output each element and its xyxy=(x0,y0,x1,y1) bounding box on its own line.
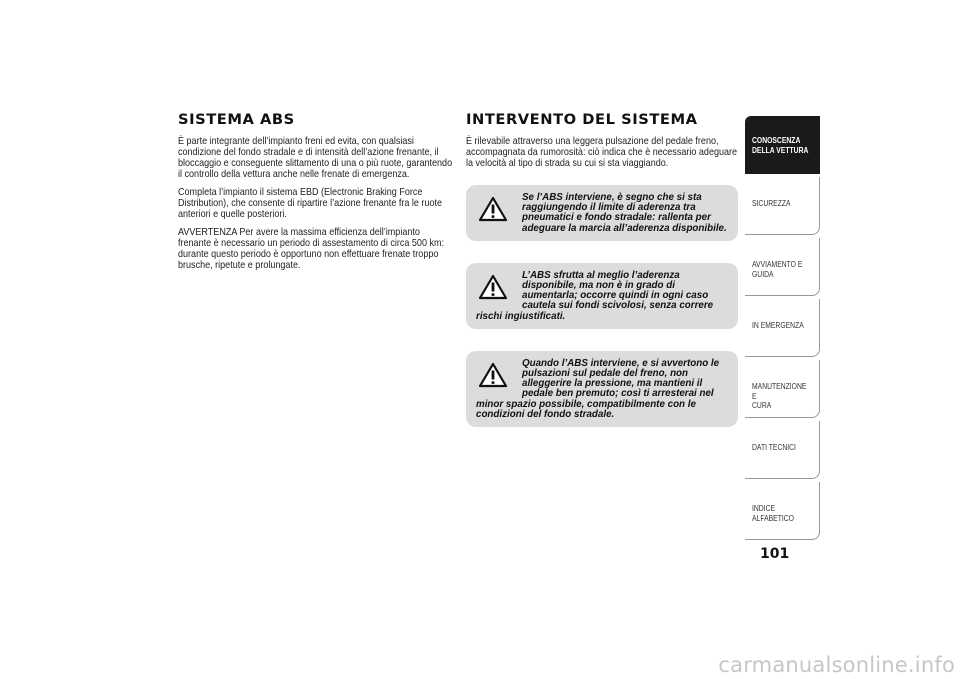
tab-label: CONOSCENZA DELLA VETTURA xyxy=(752,135,809,155)
tab-dati-tecnici[interactable] xyxy=(745,421,820,479)
warning-box-2 xyxy=(466,263,738,329)
warning-triangle-icon xyxy=(478,274,508,300)
warning-text-2: L’ABS sfrutta al meglio l’aderenza disponibile, ma non è in grado di aumentarla; occorre quindi in ogni caso cautela sui fondi scivolosi, senza correre rischi ingiustificati. xyxy=(476,269,714,322)
tab-label: INDICE ALFABETICO xyxy=(752,503,794,523)
tab-sicurezza[interactable] xyxy=(745,177,820,235)
watermark: carmanualsonline.info xyxy=(718,653,955,677)
tab-manutenzione-e-cura[interactable] xyxy=(745,360,820,418)
tab-avviamento-e-guida[interactable] xyxy=(745,238,820,296)
tab-label: IN EMERGENZA xyxy=(752,320,804,330)
tab-in-emergenza[interactable] xyxy=(745,299,820,357)
warning-box-1 xyxy=(466,185,738,241)
chapter-tab-bar xyxy=(745,116,820,543)
paragraph-ebd: Completa l’impianto il sistema EBD (Electronic Braking Force Distribution), che consente di ripartire l’azione frenante fra le ruote anteriori e quelle posteriori. xyxy=(178,186,443,220)
right-column xyxy=(466,112,738,449)
page-number: 101 xyxy=(760,546,790,562)
tab-label: MANUTENZIONE E CURA xyxy=(752,381,807,410)
tab-indice-alfabetico[interactable] xyxy=(745,482,820,540)
left-column xyxy=(178,112,453,278)
section-title-abs: SISTEMA ABS xyxy=(178,112,295,128)
tab-label: SICUREZZA xyxy=(752,198,791,208)
section-title-intervento: INTERVENTO DEL SISTEMA xyxy=(466,112,698,128)
tab-conoscenza-della-vettura[interactable] xyxy=(745,116,820,174)
warning-text-1: Se l’ABS interviene, è segno che si sta raggiungendo il limite di aderenza tra pneumatici e fondo stradale: rallenta per adeguare la marcia all’aderenza disponibile. xyxy=(522,192,727,234)
paragraph-intro: È parte integrante dell’impianto freni ed evita, con qualsiasi condizione del fondo stradale e di intensità dell’azione frenante, il bloccaggio e conseguente slittamento di una o più ruote, garantendo il controllo della vettura anche nelle frenate di emergenza. xyxy=(178,135,453,180)
paragraph-avvertenza: AVVERTENZA Per avere la massima efficienza dell’impianto frenante è necessario un periodo di assestamento di circa 500 km: durante questo periodo è opportuno non effettuare frenate troppo brusche, ripetute e prolungate. xyxy=(178,226,445,271)
warning-triangle-icon xyxy=(478,362,508,388)
paragraph-intervento: È rilevabile attraverso una leggera pulsazione del pedale freno, accompagnata da rumorosità: ciò indica che è necessario adeguare la velocità al tipo di strada su cui si sta viaggiando. xyxy=(466,135,738,169)
tab-label: DATI TECNICI xyxy=(752,442,796,452)
warning-triangle-icon xyxy=(478,196,508,222)
warning-text-3: Quando l’ABS interviene, e si avvertono le pulsazioni sul pedale del freno, non alleggerire la pressione, ma mantieni il pedale ben premuto; così ti arresterai nel minor spazio possibile, compatibilmente con le condizioni del fondo stradale. xyxy=(476,357,720,420)
tab-label: AVVIAMENTO E GUIDA xyxy=(752,259,803,279)
warning-box-3 xyxy=(466,351,738,427)
